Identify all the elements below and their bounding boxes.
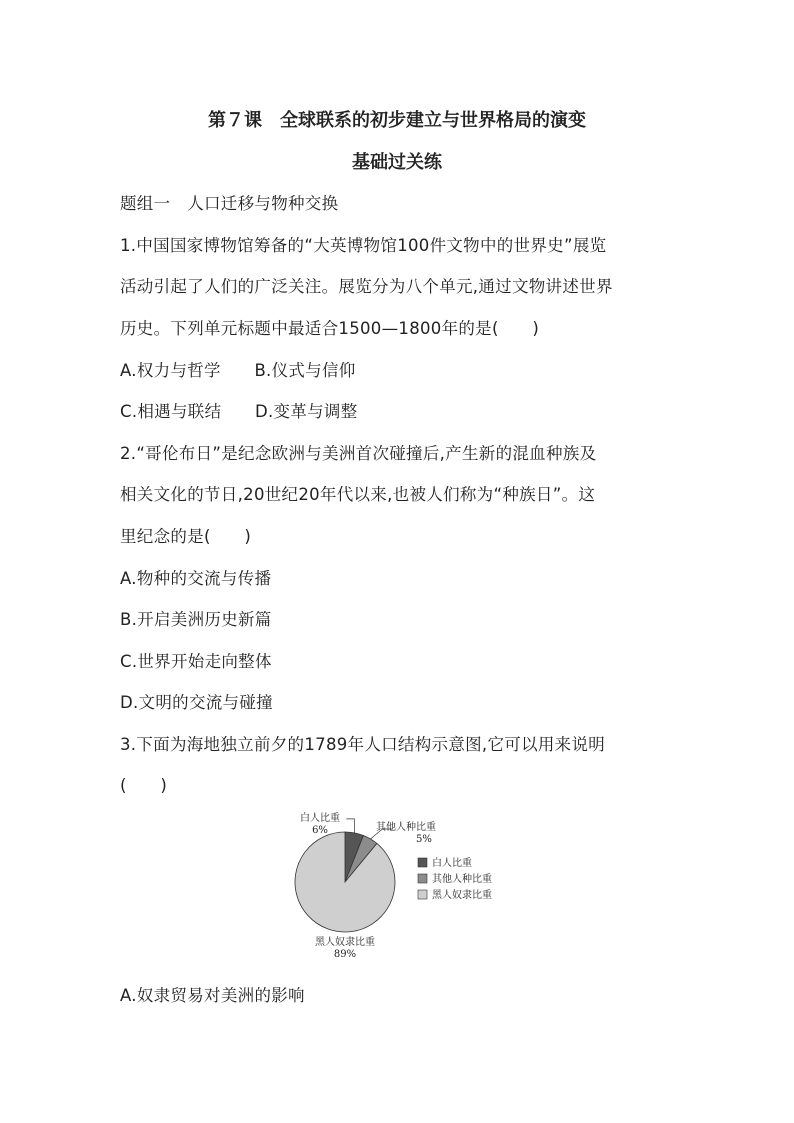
legend-swatch-0	[418, 858, 427, 867]
q1-line-1: 1.中国国家博物馆筹备的“大英博物馆100件文物中的世界史”展览	[120, 236, 607, 255]
q3-line-1: 3.下面为海地独立前夕的1789年人口结构示意图,它可以用来说明	[120, 735, 606, 754]
legend-label-2: 黑人奴隶比重	[432, 890, 492, 901]
pie-slice-2	[295, 832, 395, 932]
q3-option-a: A.奴隶贸易对美洲的影响	[120, 986, 305, 1005]
section-title: 基础过关练	[352, 152, 442, 173]
q2-option-b: B.开启美洲历史新篇	[120, 610, 272, 629]
q3-line-2: ( )	[120, 776, 168, 795]
slice-value-2: 89%	[333, 949, 357, 960]
group-heading: 题组一 人口迁移与物种交换	[120, 194, 339, 213]
slice-label-2: 黑人奴隶比重	[315, 937, 375, 948]
slice-label-1: 其他人种比重	[376, 822, 436, 833]
q1-line-3: 历史。下列单元标题中最适合1500—1800年的是( )	[120, 319, 540, 338]
lesson-title: 第７课 全球联系的初步建立与世界格局的演变	[208, 110, 586, 131]
slice-value-1: 5%	[416, 834, 432, 845]
population-pie-chart	[280, 808, 520, 968]
legend-label-1: 其他人种比重	[432, 874, 492, 885]
q2-option-c: C.世界开始走向整体	[120, 652, 272, 671]
q2-option-a: A.物种的交流与传播	[120, 569, 272, 588]
legend-swatch-2	[418, 890, 427, 899]
q2-line-3: 里纪念的是( )	[120, 527, 252, 546]
slice-label-0: 白人比重	[300, 813, 340, 824]
q2-line-2: 相关文化的节日,20世纪20年代以来,也被人们称为“种族日”。这	[120, 485, 596, 504]
legend-label-0: 白人比重	[432, 858, 472, 869]
q1-options-cd: C.相遇与联结 D.变革与调整	[120, 402, 358, 421]
legend-swatch-1	[418, 874, 427, 883]
leader-line-0	[346, 819, 354, 833]
q2-line-1: 2.“哥伦布日”是纪念欧洲与美洲首次碰撞后,产生新的混血种族及	[120, 444, 597, 463]
q1-line-2: 活动引起了人们的广泛关注。展览分为八个单元,通过文物讲述世界	[120, 277, 613, 296]
q1-options-ab: A.权力与哲学 B.仪式与信仰	[120, 361, 356, 380]
q2-option-d: D.文明的交流与碰撞	[120, 693, 273, 712]
slice-value-0: 6%	[312, 825, 328, 836]
